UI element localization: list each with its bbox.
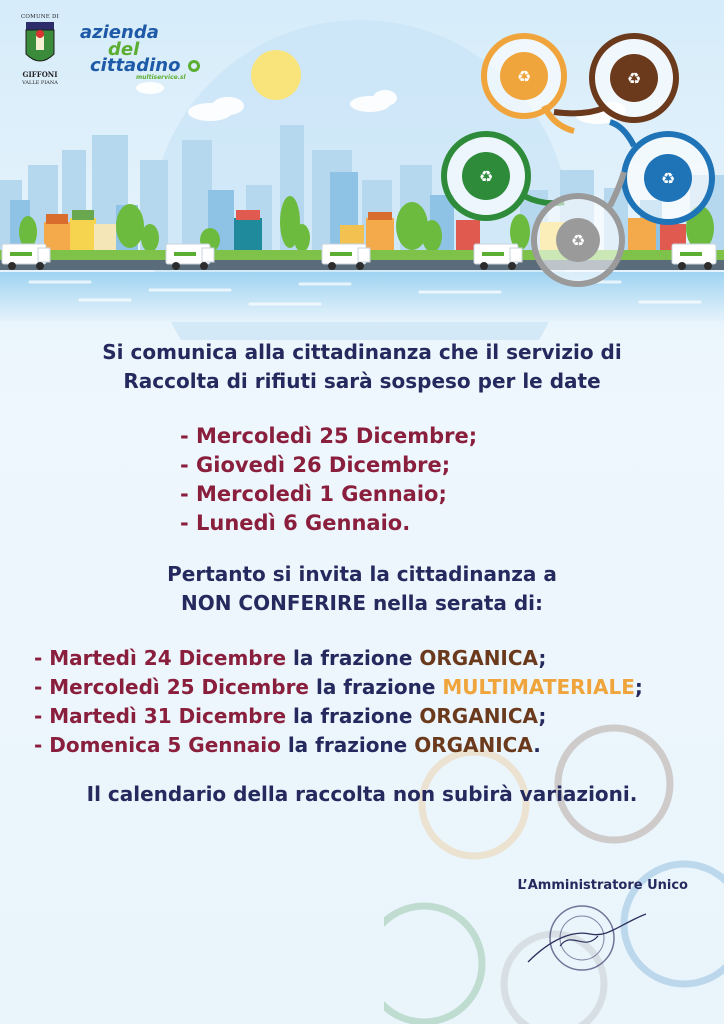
official-stamp (520, 900, 650, 980)
crest-subtitle: VALLE PIANA (22, 80, 58, 86)
handwritten-signature (528, 914, 646, 962)
fraction-connector: la frazione (309, 675, 443, 699)
glass-recycle-icon (444, 134, 564, 218)
fraction-item (34, 644, 643, 673)
suspended-date: - Mercoledì 25 Dicembre; (180, 424, 478, 448)
fraction-end: ; (634, 675, 643, 699)
logo-word-2: del (108, 39, 140, 60)
fractions-list (34, 644, 643, 760)
fraction-date: - Martedì 31 Dicembre (34, 704, 287, 728)
suspended-date: - Lunedì 6 Gennaio. (180, 511, 411, 535)
svg-text:♻: ♻ (660, 169, 676, 188)
fraction-type: MULTIMATERIALE (442, 675, 635, 699)
organic-recycle-icon (554, 36, 676, 120)
signature-title: L’Amministratore Unico (517, 878, 688, 893)
fraction-item (34, 673, 643, 702)
waste-recycle-icon (534, 172, 624, 284)
fraction-connector: la frazione (286, 704, 420, 728)
invite-line-1: Pertanto si invita la cittadinanza a (167, 562, 557, 586)
crest-name: GIFFONI (22, 70, 58, 79)
coat-of-arms-icon (24, 22, 56, 70)
fraction-date: - Martedì 24 Dicembre (34, 646, 287, 670)
intro-text (40, 338, 684, 396)
fraction-end: ; (538, 704, 547, 728)
invite-line-2: NON CONFERIRE nella serata di: (180, 591, 544, 615)
crest-title: COMUNE DI (21, 14, 59, 20)
fraction-type: ORGANICA (419, 704, 539, 728)
svg-text:♻: ♻ (516, 67, 532, 86)
fraction-connector: la frazione (280, 733, 415, 757)
closing-text: Il calendario della raccolta non subirà variazioni. (86, 782, 638, 806)
intro-line-2: Raccolta di rifiuti sarà sospeso per le date (123, 369, 601, 393)
sun-icon (251, 50, 301, 100)
suspended-date: - Mercoledì 1 Gennaio; (180, 482, 447, 506)
suspended-date: - Giovedì 26 Dicembre; (180, 453, 451, 477)
logo-word-1: azienda (80, 22, 159, 43)
fraction-item (34, 731, 643, 760)
fraction-date: - Mercoledì 25 Dicembre (34, 675, 309, 699)
fraction-connector: la frazione (286, 646, 420, 670)
logo-ring-icon (188, 60, 200, 72)
fraction-date: - Domenica 5 Gennaio (34, 733, 281, 757)
logo-word-3: cittadino (90, 55, 181, 76)
fraction-type: ORGANICA (414, 733, 534, 757)
fraction-item (34, 702, 643, 731)
fraction-end: . (533, 733, 541, 757)
company-logo (80, 22, 200, 82)
intro-line-1: Si comunica alla cittadinanza che il servizio di (102, 340, 622, 364)
invite-text (60, 560, 664, 618)
svg-text:♻: ♻ (626, 69, 642, 88)
fraction-end: ; (538, 646, 547, 670)
fraction-type: ORGANICA (419, 646, 539, 670)
suspended-dates-list (180, 422, 477, 538)
recycling-bubbles (434, 26, 724, 326)
svg-text:♻: ♻ (478, 167, 494, 186)
logo-tagline: multiservice.sl (136, 74, 186, 81)
svg-text:♻: ♻ (570, 231, 586, 250)
municipality-crest (20, 14, 60, 86)
